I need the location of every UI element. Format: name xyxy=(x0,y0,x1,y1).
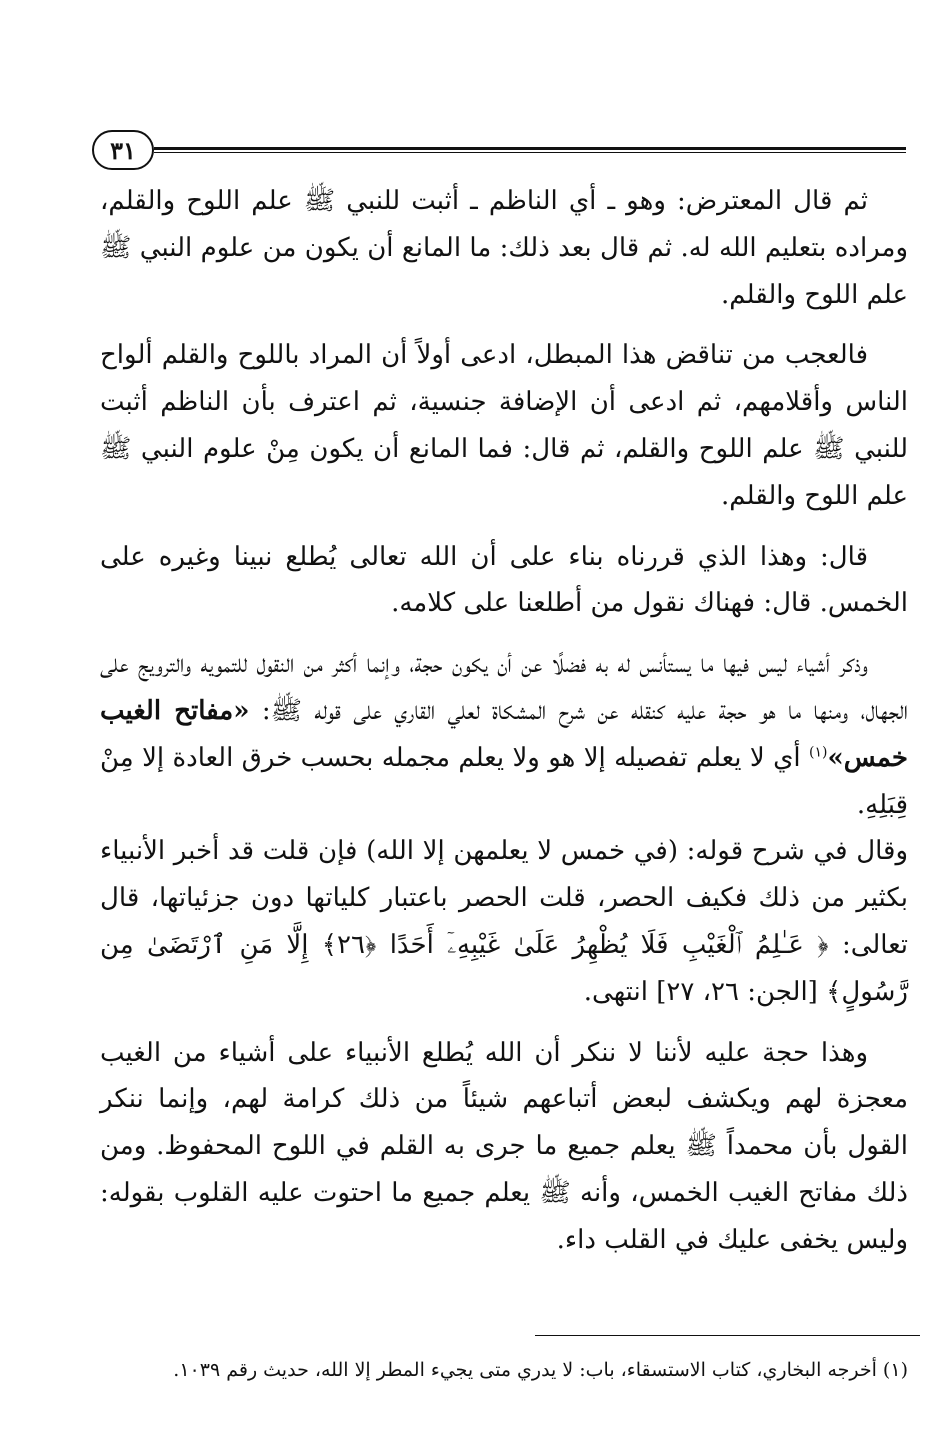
header-rule-thick xyxy=(154,147,906,150)
paragraph-4-before: وذكر أشياء ليس فيها ما يستأنس له به فضلًا عن أن يكون حجة، وإنما أكثر من النقول للتمويه والترويج على الجهال، ومنها ما هو حجة عليه كنقله عن شرح المشكاة لعلي القاري على قوله ﷺ: xyxy=(100,649,908,726)
hadith-quote: «مفاتح الغيب خمس» xyxy=(100,695,908,773)
paragraph-1: ثم قال المعترض: وهو ـ أي الناظم ـ أثبت للنبي ﷺ علم اللوح والقلم، ومراده بتعليم الله له. ثم قال بعد ذلك: ما المانع أن يكون من علوم النبي ﷺ علم اللوح والقلم. xyxy=(100,186,908,310)
header-rule-thin xyxy=(154,152,906,153)
footnote-ref: (١) xyxy=(809,744,828,761)
paragraph-4-after: أي لا يعلم تفصيله إلا هو ولا يعلم مجمله بحسب خرق العادة إلا مِنْ قِبَلِهِ. xyxy=(100,742,908,820)
page-number: ٣١ xyxy=(92,130,154,170)
footnote-rule xyxy=(535,1335,920,1336)
paragraph-6: وهذا حجة عليه لأننا لا ننكر أن الله يُطلع الأنبياء على أشياء من الغيب معجزة لهم ويكشف لبعض أتباعهم شيئاً من ذلك كرامة لهم، وإنما ننكر القول بأن محمداً ﷺ يعلم جميع ما جرى به القلم في اللوح المحفوظ. ومن ذلك مفاتح الغيب الخمس، وأنه ﷺ يعلم جميع ما احتوت عليه القلوب بقوله: وليس يخفى عليك في القلب داء. xyxy=(100,1037,908,1255)
paragraph-4 xyxy=(100,641,908,828)
page-header xyxy=(92,130,906,170)
main-text xyxy=(100,178,908,1278)
paragraph-2: فالعجب من تناقض هذا المبطل، ادعى أولاً أن المراد باللوح والقلم ألواح الناس وأقلامهم، ثم ادعى أن الإضافة جنسية، ثم اعترف بأن الناظم أثبت للنبي ﷺ علم اللوح والقلم، ثم قال: فما المانع أن يكون مِنْ علوم النبي ﷺ علم اللوح والقلم. xyxy=(100,340,908,511)
paragraph-3: قال: وهذا الذي قررناه بناء على أن الله تعالى يُطلع نبينا وغيره على الخمس. قال: فهناك نقول من أطلعنا على كلامه. xyxy=(100,541,908,619)
paragraph-5: وقال في شرح قوله: (في خمس لا يعلمهن إلا الله) فإن قلت قد أخبر الأنبياء بكثير من ذلك فكيف الحصر، قلت الحصر باعتبار كلياتها دون جزئياتها، قال تعالى: ﴿ عَـٰلِمُ ٱلْغَيْبِ فَلَا يُظْهِرُ عَلَىٰ غَيْبِهِۦٓ أَحَدًا ﴿٢٦﴾ إِلَّا مَنِ ٱرْتَضَىٰ مِن رَّسُولٍ﴾ [الجن: ٢٦، ٢٧] انتهى. xyxy=(100,836,909,1007)
footnote: (١) أخرجه البخاري، كتاب الاستسقاء، باب: لا يدري متى يجيء المطر إلا الله، حديث رقم ١٠٣٩. xyxy=(173,1359,908,1381)
